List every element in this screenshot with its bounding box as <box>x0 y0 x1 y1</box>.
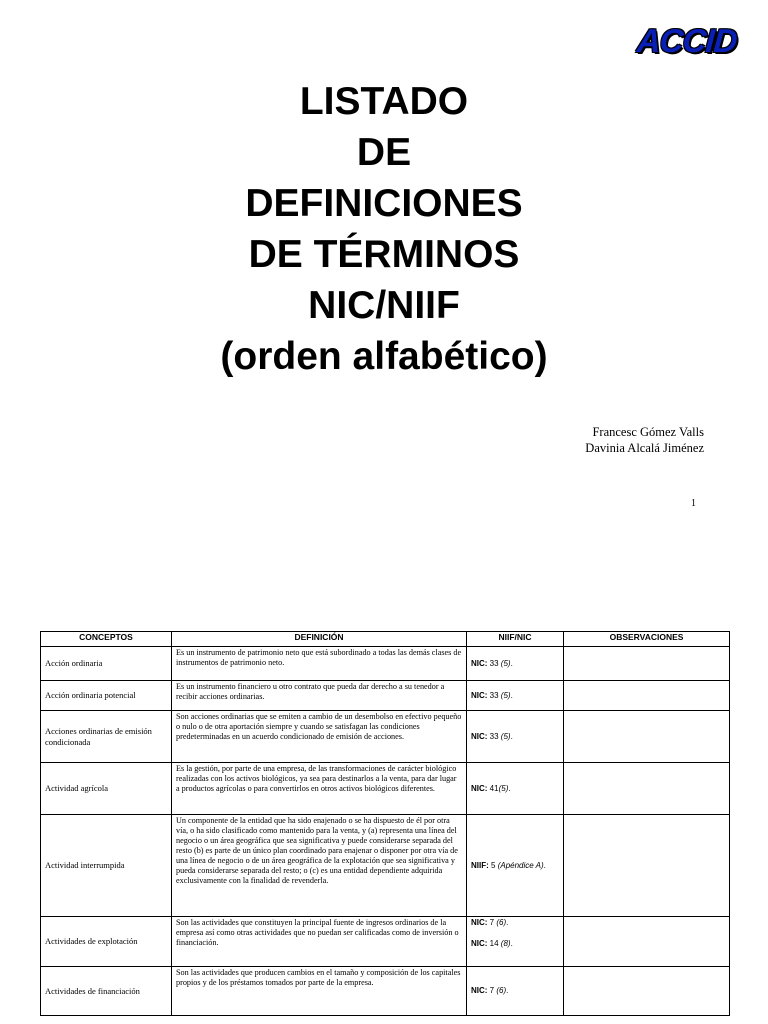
title-line: DEFINICIONES <box>245 182 523 225</box>
concept-cell: Acción ordinaria potencial <box>41 681 172 711</box>
standard-name: NIC: <box>471 690 488 700</box>
niif-nic-cell <box>467 711 564 763</box>
standard-name: NIC: <box>471 986 488 995</box>
reference-end: . <box>508 783 511 793</box>
observations-cell <box>564 763 730 815</box>
niif-nic-cell <box>467 647 564 681</box>
paragraph-note: (6) <box>496 918 507 927</box>
standard-name: NIC: <box>471 783 488 793</box>
standard-name: NIC: <box>471 731 488 741</box>
author-name: Francesc Gómez Valls <box>592 425 704 439</box>
definition-cell: Un componente de la entidad que ha sido enajenado o se ha dispuesto de él por otra vía, o ha sido clasificado como mantenido para la venta, y (a) representa una línea del negocio o un área geográfica que sea significativa y puede considerarse separada del resto (b) es parte de un único plan coordinado para enajenar o disponer por otra vía de una línea de negocio o de un área geográfica de la explotación que sea significativa y pueda considerarse separada del resto; o (c) es una entidad dependiente adquirida exclusivamente con la finalidad de revenderla. <box>172 815 467 917</box>
niif-nic-cell <box>467 681 564 711</box>
concept-cell: Actividad interrumpida <box>41 815 172 917</box>
concept-cell: Acción ordinaria <box>41 647 172 681</box>
title-line: (orden alfabético) <box>220 335 548 378</box>
definition-cell: Es un instrumento de patrimonio neto que está subordinado a todas las demás clases de instrumentos de patrimonio neto. <box>172 647 467 681</box>
standard-number: 5 <box>488 860 498 870</box>
paragraph-note: (6) <box>496 986 507 995</box>
niif-nic-cell <box>467 967 564 1016</box>
title-line: NIC/NIIF <box>308 284 460 327</box>
definition-cell: Es la gestión, por parte de una empresa, de las transformaciones de carácter biológico realizadas con los activos biológicos, ya sea para destinarlos a la venta, para dar lugar a productos agrícolas o para convertirlos en otros activos biológicos diferentes. <box>172 763 467 815</box>
reference-end: . <box>543 860 546 870</box>
title-line: DE <box>356 131 412 174</box>
table-row <box>41 967 730 1016</box>
standard-reference <box>471 986 559 996</box>
definition-cell: Son acciones ordinarias que se emiten a cambio de un desembolso en efectivo pequeño o nulo o de otra aportación siempre y cuando se satisfagan las condiciones predeterminadas en un acuerdo condicionado de emisión de acciones. <box>172 711 467 763</box>
niif-nic-cell <box>467 763 564 815</box>
reference-end: . <box>510 731 513 741</box>
standard-number: 14 <box>487 939 501 948</box>
standard-number: 7 <box>487 986 497 995</box>
standard-number: 41 <box>487 783 499 793</box>
column-header-conceptos: CONCEPTOS <box>41 632 172 647</box>
accid-logo: ACCID <box>635 22 738 59</box>
author-name: Davinia Alcalá Jiménez <box>585 441 704 455</box>
observations-cell <box>564 917 730 967</box>
observations-cell <box>564 967 730 1016</box>
standard-number: 33 <box>487 658 501 668</box>
standard-number: 7 <box>487 918 497 927</box>
title-line: LISTADO <box>299 80 469 123</box>
niif-nic-cell <box>467 815 564 917</box>
observations-cell <box>564 711 730 763</box>
standard-reference <box>471 939 559 949</box>
title-line: DE TÉRMINOS <box>248 233 520 276</box>
concept-cell: Actividad agrícola <box>41 763 172 815</box>
table-header-row <box>41 632 730 647</box>
standard-reference <box>471 732 559 742</box>
table-row <box>41 647 730 681</box>
paragraph-note: (8) <box>500 939 511 948</box>
concept-cell: Acciones ordinarias de emisión condicionada <box>41 711 172 763</box>
table-row <box>41 681 730 711</box>
definition-cell: Son las actividades que constituyen la principal fuente de ingresos ordinarios de la empresa así como otras actividades que no puedan ser calificadas como de inversión o financiación. <box>172 917 467 967</box>
observations-cell <box>564 815 730 917</box>
column-header-definicion: DEFINICIÓN <box>172 632 467 647</box>
niif-nic-cell <box>467 917 564 967</box>
concept-cell: Actividades de financiación <box>41 967 172 1016</box>
standard-name: NIC: <box>471 939 488 948</box>
authors-block <box>585 424 704 456</box>
definition-cell: Son las actividades que producen cambios en el tamaño y composición de los capitales propios y de los préstamos tomados por parte de la empresa. <box>172 967 467 1016</box>
table-row <box>41 917 730 967</box>
paragraph-note: (Apéndice A) <box>497 860 544 870</box>
reference-end: . <box>506 918 509 927</box>
table-row <box>41 763 730 815</box>
table-row <box>41 815 730 917</box>
reference-end: . <box>506 986 509 995</box>
paragraph-note: (5) <box>500 690 511 700</box>
paragraph-note: (5) <box>498 783 509 793</box>
definition-cell: Es un instrumento financiero u otro contrato que pueda dar derecho a su tenedor a recibir acciones ordinarias. <box>172 681 467 711</box>
standard-reference <box>471 691 559 701</box>
definitions-table <box>40 631 730 1016</box>
paragraph-note: (5) <box>500 658 511 668</box>
standard-number: 33 <box>487 690 501 700</box>
standard-name: NIIF: <box>471 860 489 870</box>
standard-reference <box>471 784 559 794</box>
standard-reference <box>471 861 559 871</box>
column-header-niif-nic: NIIF/NIC <box>467 632 564 647</box>
observations-cell <box>564 647 730 681</box>
page-number: 1 <box>691 498 696 509</box>
concept-cell: Actividades de explotación <box>41 917 172 967</box>
observations-cell <box>564 681 730 711</box>
table-row <box>41 711 730 763</box>
standard-reference <box>471 659 559 669</box>
reference-end: . <box>510 690 513 700</box>
standard-name: NIC: <box>471 658 488 668</box>
table-body <box>41 647 730 1016</box>
paragraph-note: (5) <box>500 731 511 741</box>
reference-end: . <box>510 939 513 948</box>
reference-end: . <box>510 658 513 668</box>
document-title <box>0 76 768 382</box>
standard-name: NIC: <box>471 918 488 927</box>
standard-reference <box>471 918 559 928</box>
column-header-observaciones: OBSERVACIONES <box>564 632 730 647</box>
standard-number: 33 <box>487 731 501 741</box>
